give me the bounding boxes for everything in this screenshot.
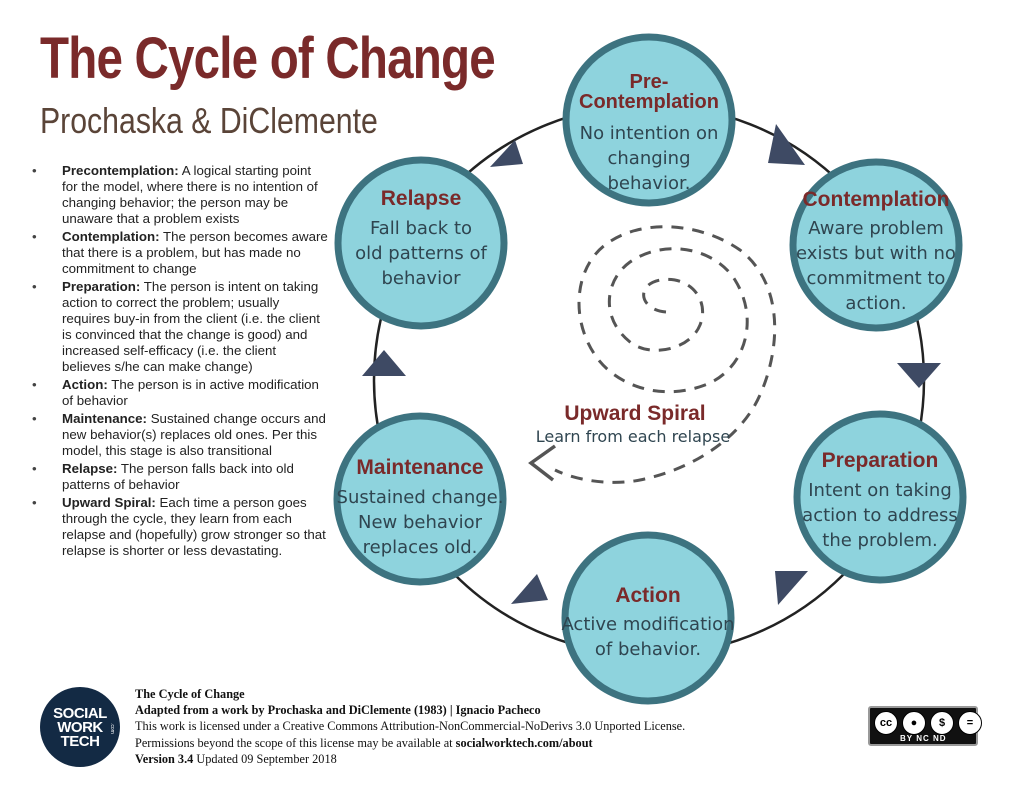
definition-term: Maintenance: <box>62 411 147 426</box>
stage-title: Contemplation <box>579 91 719 113</box>
arrow-icon <box>775 571 808 605</box>
footer-title: The Cycle of Change <box>135 687 245 701</box>
spiral-arrowhead-icon <box>531 446 555 480</box>
stage-description: exists but with no <box>796 243 956 264</box>
spiral-title: Upward Spiral <box>564 402 706 425</box>
logo-text: WORK <box>57 719 103 736</box>
stage-action <box>561 535 734 701</box>
stage-description: changing <box>607 148 691 169</box>
socialworktech-logo <box>40 687 120 767</box>
footer-license: This work is licensed under a Creative Commons Attribution-NonCommercial-NoDerivs 3.0 Unported License. <box>135 719 686 734</box>
footer-permissions: Permissions beyond the scope of this license may be available at socialworktech.com/about <box>135 735 593 750</box>
stage-description: action to address <box>802 505 958 526</box>
cc-badge-labels: BY NC ND <box>900 734 947 743</box>
logo-text: TECH <box>60 733 100 750</box>
definition-term: Upward Spiral: <box>62 495 156 510</box>
cc-icon: cc <box>874 711 898 735</box>
stage-title: Action <box>615 584 681 607</box>
definition-term: Relapse: <box>62 461 118 476</box>
stage-description: of behavior. <box>594 639 702 660</box>
stage-title: Relapse <box>380 187 462 210</box>
definition-text: The person falls back into old patterns of behavior <box>62 461 294 492</box>
stage-description: Fall back to <box>369 218 473 239</box>
stage-title: Preparation <box>821 449 939 472</box>
arrow-icon <box>511 574 548 604</box>
page-title: The Cycle of Change <box>40 26 495 91</box>
definition-term: Contemplation: <box>62 229 160 244</box>
stage-description: behavior. <box>607 173 691 194</box>
nd-icon: = <box>958 711 982 735</box>
nc-icon: $ <box>930 711 954 735</box>
logo-text: .com <box>109 723 115 734</box>
stage-description: replaces old. <box>362 537 478 558</box>
stage-relapse <box>338 160 504 326</box>
stage-maintenance <box>337 416 504 582</box>
stage-description: old patterns of <box>355 243 487 264</box>
definition-text: A logical starting point for the model, where there is no intention of changing behavior; the person may be unaware that a problem exists <box>62 163 318 226</box>
stage-description: No intention on <box>579 123 719 144</box>
definition-term: Action: <box>62 377 108 392</box>
definition-text: Sustained change occurs and new behavior(s) replaces old ones. Per this model, this stage is also transitional <box>62 411 326 458</box>
logo-text: SOCIAL <box>53 705 107 722</box>
stage-description: New behavior <box>358 512 482 533</box>
stage-contemplation <box>793 162 959 328</box>
stage-description: commitment to <box>806 268 946 289</box>
stage-title: Contemplation <box>802 188 950 211</box>
arrow-icon <box>362 350 406 376</box>
page-subtitle: Prochaska & DiClemente <box>40 100 378 141</box>
definition-text: Each time a person goes through the cycle, they learn from each relapse and (hopefully) grow stronger so that relapse is shorter or less devastating. <box>62 495 326 558</box>
stage-description: Intent on taking <box>808 480 952 501</box>
footer-link[interactable]: socialworktech.com/about <box>455 735 593 750</box>
footer-credits <box>135 686 685 767</box>
footer-version: Version 3.4 Updated 09 September 2018 <box>135 751 337 766</box>
stage-description: Sustained change. <box>336 487 504 508</box>
stage-description: behavior <box>381 268 461 289</box>
stage-title: Pre- <box>629 71 669 93</box>
stage-preparation <box>797 414 963 580</box>
spiral-caption: Learn from each relapse <box>535 427 731 446</box>
definition-text: The person is intent on taking action to correct the problem; usually requires buy-in from the client (i.e. the client is convinced that the change is good) and increased self-efficacy (i.e. the client believes s/he can make change) <box>62 279 320 374</box>
stage-description: Aware problem <box>808 218 944 239</box>
cc-license-badge[interactable] <box>868 706 978 746</box>
stage-description: the problem. <box>822 530 938 551</box>
stage-title: Maintenance <box>356 456 484 479</box>
definition-text: The person is in active modification of behavior <box>62 377 319 408</box>
arrow-icon <box>897 363 941 388</box>
stage-description: Active modification <box>561 614 735 635</box>
stage-description: action. <box>845 293 907 314</box>
arrow-icon <box>768 124 805 165</box>
definition-term: Precontemplation: <box>62 163 179 178</box>
stage-precontemplation <box>566 37 732 203</box>
by-icon: ● <box>902 711 926 735</box>
footer-attribution: Adapted from a work by Prochaska and DiClemente (1983) | Ignacio Pacheco <box>135 703 541 718</box>
definition-term: Preparation: <box>62 279 141 294</box>
definition-text: The person becomes aware that there is a problem, but has made no commitment to change <box>62 229 328 276</box>
